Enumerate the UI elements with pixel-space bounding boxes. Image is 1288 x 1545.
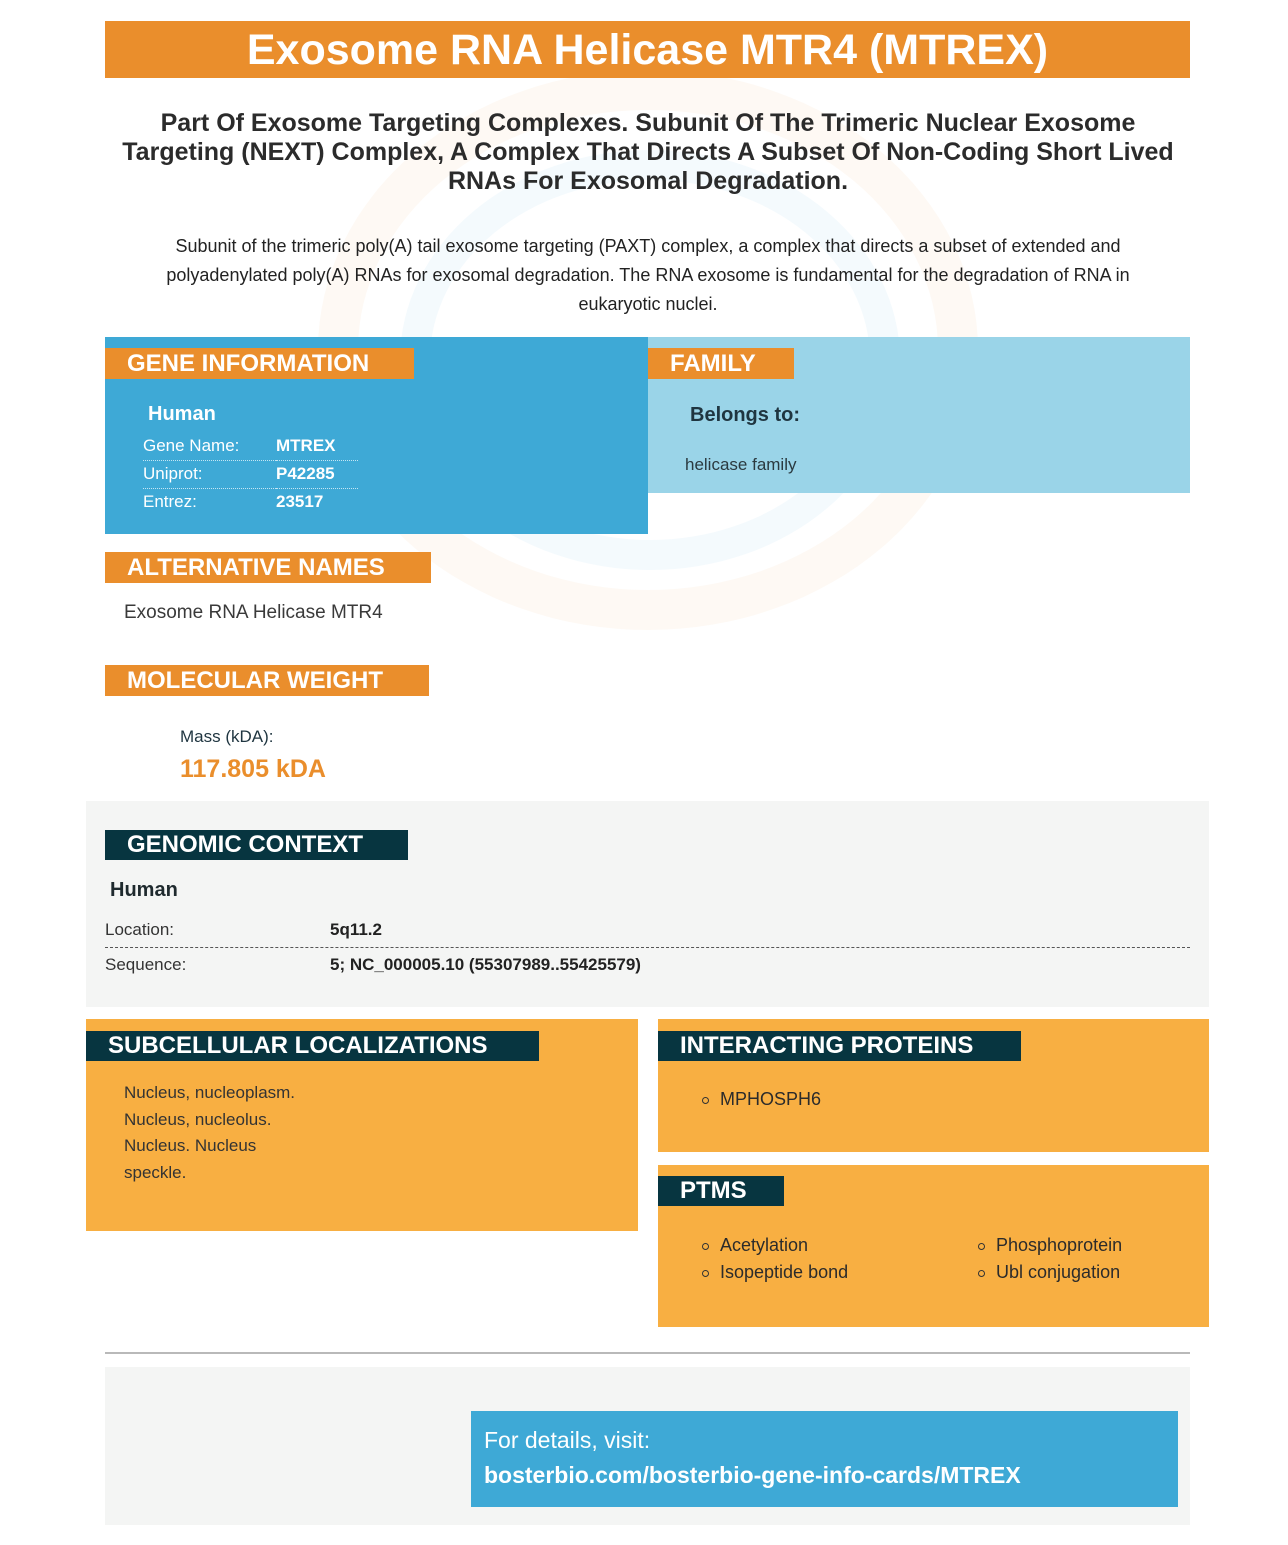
uniprot-value: P42285 <box>276 460 358 488</box>
ptm-item: Acetylation <box>702 1232 848 1259</box>
gene-name-label: Gene Name: <box>143 432 276 460</box>
interacting-proteins-panel <box>658 1019 1209 1152</box>
ptms-list-column-1 <box>702 1232 848 1286</box>
interacting-proteins-heading: INTERACTING PROTEINS <box>658 1031 1021 1061</box>
interacting-protein-item: MPHOSPH6 <box>702 1086 821 1113</box>
gene-species: Human <box>148 403 216 425</box>
visit-label: For details, visit: <box>484 1427 651 1453</box>
alternative-names-heading: ALTERNATIVE NAMES <box>105 552 431 583</box>
gene-row-uniprot <box>143 460 358 488</box>
uniprot-label: Uniprot: <box>143 460 276 488</box>
gene-info-table <box>143 432 358 516</box>
localization-list <box>124 1080 295 1186</box>
gene-row-entrez <box>143 488 358 516</box>
ptm-item: Phosphoprotein <box>978 1232 1122 1259</box>
ptm-item: Isopeptide bond <box>702 1259 848 1286</box>
alternative-name-value: Exosome RNA Helicase MTR4 <box>124 602 383 623</box>
gene-information-panel <box>105 337 648 534</box>
localization-line: Nucleus. Nucleus <box>124 1136 257 1155</box>
details-url-link[interactable]: bosterbio.com/bosterbio-gene-info-cards/MTREX <box>484 1462 1021 1488</box>
belongs-to-label: Belongs to: <box>690 404 800 426</box>
genomic-context-panel <box>86 801 1209 1007</box>
sequence-label: Sequence: <box>105 955 187 974</box>
function-description: Subunit of the trimeric poly(A) tail exosome targeting (PAXT) complex, a complex that directs a subset of extended and polyadenylated poly(A) RNAs for exosomal degradation. The RNA exosome is fundamental for the degradation of RNA in eukaryotic nuclei. <box>166 236 1130 314</box>
family-value: helicase family <box>685 455 797 474</box>
location-value: 5q11.2 <box>330 920 382 939</box>
mass-label: Mass (kDA): <box>180 727 274 746</box>
interacting-proteins-list <box>702 1086 821 1113</box>
family-panel <box>648 337 1190 493</box>
details-link-box[interactable] <box>471 1411 1178 1507</box>
ptms-panel <box>658 1165 1209 1327</box>
footer-divider <box>105 1352 1190 1354</box>
ptms-heading: PTMS <box>658 1176 784 1206</box>
gene-name-value: MTREX <box>276 432 358 460</box>
family-heading: FAMILY <box>648 348 794 379</box>
entrez-label: Entrez: <box>143 492 197 512</box>
function-summary: Part Of Exosome Targeting Complexes. Subunit Of The Trimeric Nuclear Exosome Targeting (NEXT) Complex, A Complex That Directs A Subset Of Non-Coding Short Lived RNAs For Exosomal Degradation. <box>122 109 1174 195</box>
ptm-item: Ubl conjugation <box>978 1259 1122 1286</box>
gene-row-name <box>143 432 358 460</box>
molecular-weight-heading: MOLECULAR WEIGHT <box>105 665 429 696</box>
sequence-row <box>105 953 1190 979</box>
sequence-value: 5; NC_000005.10 (55307989..55425579) <box>330 955 641 974</box>
genomic-context-heading: GENOMIC CONTEXT <box>105 830 408 860</box>
entrez-value: 23517 <box>276 492 324 512</box>
ptms-list-column-2 <box>978 1232 1122 1286</box>
localization-line: speckle. <box>124 1162 187 1182</box>
genomic-species: Human <box>110 879 178 901</box>
gene-information-heading: GENE INFORMATION <box>105 348 414 379</box>
mass-value: 117.805 kDA <box>180 755 326 783</box>
localization-line: Nucleus, nucleoplasm. <box>124 1083 296 1102</box>
location-row <box>105 918 1190 948</box>
subcellular-localizations-panel <box>86 1019 638 1231</box>
location-label: Location: <box>105 920 174 939</box>
localization-line: Nucleus, nucleolus. <box>124 1109 272 1129</box>
page-title: Exosome RNA Helicase MTR4 (MTREX) <box>105 21 1190 78</box>
subcellular-localizations-heading: SUBCELLULAR LOCALIZATIONS <box>86 1031 539 1061</box>
